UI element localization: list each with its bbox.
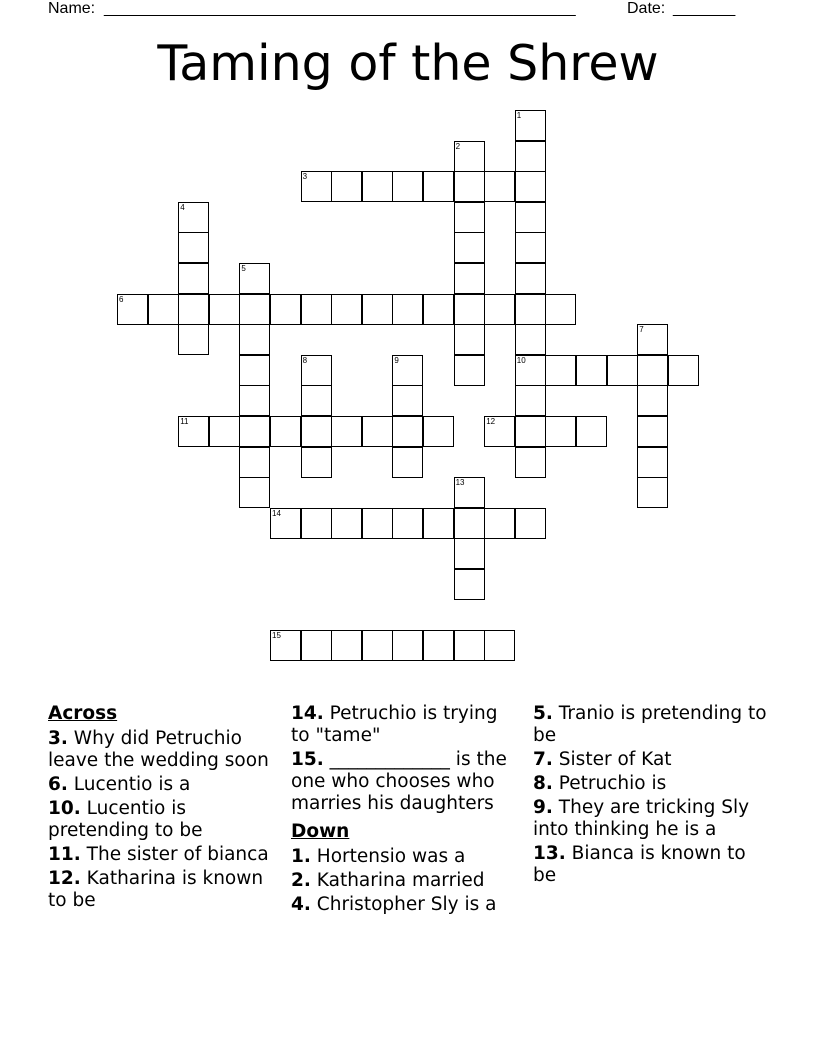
grid-cell[interactable]: [331, 508, 362, 539]
across-clue-11: [48, 844, 278, 866]
grid-cell[interactable]: [331, 416, 362, 447]
cell-number: 2: [455, 141, 461, 151]
grid-cell[interactable]: [239, 447, 270, 478]
clue-number: 9.: [533, 797, 553, 818]
grid-cell[interactable]: [362, 416, 393, 447]
grid-cell[interactable]: [301, 630, 332, 661]
clue-number: 6.: [48, 774, 68, 795]
grid-cell[interactable]: [239, 385, 270, 416]
down-clue-4: [291, 894, 521, 916]
grid-cell[interactable]: [515, 294, 546, 325]
down-clue-13: [533, 843, 773, 887]
grid-cell[interactable]: [668, 355, 699, 386]
down-clue-8: [533, 773, 773, 795]
clue-text: Why did Petruchio leave the wedding soon: [48, 728, 269, 771]
grid-cell[interactable]: [392, 294, 423, 325]
grid-cell[interactable]: [301, 171, 332, 202]
grid-cell[interactable]: [209, 294, 240, 325]
grid-cell[interactable]: [454, 538, 485, 569]
grid-cell[interactable]: [270, 416, 301, 447]
date-blank-line[interactable]: _______: [673, 0, 736, 17]
down-clue-2: [291, 870, 521, 892]
grid-cell[interactable]: [392, 447, 423, 478]
grid-cell[interactable]: [301, 508, 332, 539]
grid-cell[interactable]: [515, 110, 546, 141]
grid-cell[interactable]: [239, 324, 270, 355]
grid-cell[interactable]: [178, 416, 209, 447]
across-heading: Across: [48, 703, 118, 724]
cell-number: 15: [272, 631, 281, 641]
clue-text: They are tricking Sly into thinking he is a: [533, 797, 750, 840]
grid-cell[interactable]: [392, 355, 423, 386]
clue-number: 12.: [48, 868, 81, 889]
clue-text: Petruchio is trying to "tame": [291, 703, 498, 746]
clue-text: _____________ is the one who chooses who marries his daughters: [291, 749, 507, 814]
grid-cell[interactable]: [178, 324, 209, 355]
clue-number: 4.: [291, 894, 311, 915]
grid-cell[interactable]: [392, 171, 423, 202]
grid-cell[interactable]: [362, 630, 393, 661]
grid-cell[interactable]: [484, 171, 515, 202]
clue-number: 1.: [291, 846, 311, 867]
grid-cell[interactable]: [454, 141, 485, 172]
grid-cell[interactable]: [637, 447, 668, 478]
down-clue-5: [533, 703, 773, 747]
clue-column-1: [48, 700, 278, 914]
clue-number: 8.: [533, 773, 553, 794]
clue-text: The sister of bianca: [86, 844, 269, 865]
grid-cell[interactable]: [392, 416, 423, 447]
down-heading: Down: [291, 821, 350, 842]
down-clue-9: [533, 797, 773, 841]
cell-number: 13: [455, 478, 465, 488]
grid-cell[interactable]: [515, 263, 546, 294]
cell-number: 11: [180, 417, 189, 426]
grid-cell[interactable]: [209, 416, 240, 447]
clue-text: Petruchio is: [558, 773, 667, 794]
grid-cell[interactable]: [484, 294, 515, 325]
cell-number: 4: [180, 202, 185, 212]
grid-cell[interactable]: [239, 416, 270, 447]
grid-cell[interactable]: [178, 202, 209, 233]
clue-text: Hortensio was a: [316, 846, 466, 867]
grid-cell[interactable]: [270, 630, 301, 661]
clue-text: Tranio is pretending to be: [533, 703, 767, 746]
grid-cell[interactable]: [239, 477, 270, 508]
grid-cell[interactable]: [301, 294, 332, 325]
grid-cell[interactable]: [545, 294, 576, 325]
grid-cell[interactable]: [484, 416, 515, 447]
grid-cell[interactable]: [331, 171, 362, 202]
grid-cell[interactable]: [515, 385, 546, 416]
grid-cell[interactable]: [545, 416, 576, 447]
grid-cell[interactable]: [454, 202, 485, 233]
grid-cell[interactable]: [301, 416, 332, 447]
clue-text: Katharina is known to be: [48, 868, 264, 911]
grid-cell[interactable]: [484, 508, 515, 539]
grid-cell[interactable]: [454, 171, 485, 202]
grid-cell[interactable]: [637, 416, 668, 447]
cell-number: 7: [639, 325, 644, 335]
grid-cell[interactable]: [117, 294, 148, 325]
grid-cell[interactable]: [454, 232, 485, 263]
grid-cell[interactable]: [362, 508, 393, 539]
cell-number: 5: [241, 264, 246, 273]
grid-cell[interactable]: [515, 171, 546, 202]
grid-cell[interactable]: [515, 202, 546, 233]
clue-number: 10.: [48, 798, 81, 819]
clue-text: Sister of Kat: [558, 749, 672, 770]
grid-cell[interactable]: [301, 355, 332, 386]
clue-number: 2.: [291, 870, 311, 891]
grid-cell[interactable]: [362, 294, 393, 325]
grid-cell[interactable]: [331, 294, 362, 325]
grid-cell[interactable]: [423, 630, 454, 661]
grid-cell[interactable]: [239, 355, 270, 386]
clue-text: Christopher Sly is a: [316, 894, 497, 915]
cell-number: 12: [486, 417, 496, 426]
name-label: Name:: [48, 0, 96, 17]
clue-number: 14.: [291, 703, 324, 724]
grid-cell[interactable]: [515, 508, 546, 539]
name-blank-line[interactable]: _____________________________________________________: [104, 0, 576, 17]
grid-cell[interactable]: [423, 416, 454, 447]
clue-number: 3.: [48, 728, 68, 749]
grid-cell[interactable]: [515, 447, 546, 478]
clue-number: 5.: [533, 703, 553, 724]
grid-cell[interactable]: [239, 294, 270, 325]
grid-cell[interactable]: [454, 355, 485, 386]
grid-cell[interactable]: [331, 630, 362, 661]
grid-cell[interactable]: [454, 508, 485, 539]
grid-cell[interactable]: [576, 416, 607, 447]
grid-cell[interactable]: [301, 447, 332, 478]
across-clue-14: [291, 703, 521, 747]
grid-cell[interactable]: [454, 324, 485, 355]
grid-cell[interactable]: [392, 630, 423, 661]
cell-number: 6: [119, 294, 124, 304]
grid-cell[interactable]: [423, 294, 454, 325]
grid-cell[interactable]: [178, 232, 209, 263]
grid-cell[interactable]: [454, 569, 485, 600]
clue-number: 13.: [533, 843, 566, 864]
grid-cell[interactable]: [178, 294, 209, 325]
grid-cell[interactable]: [515, 324, 546, 355]
grid-cell[interactable]: [576, 355, 607, 386]
puzzle-title: Taming of the Shrew: [157, 35, 659, 92]
grid-cell[interactable]: [301, 385, 332, 416]
grid-cell[interactable]: [454, 263, 485, 294]
grid-cell[interactable]: [484, 630, 515, 661]
grid-cell[interactable]: [637, 324, 668, 355]
cell-number: 8: [302, 355, 308, 365]
clue-number: 7.: [533, 749, 553, 770]
cell-number: 10: [516, 355, 526, 365]
clue-column-3: [533, 700, 773, 889]
grid-cell[interactable]: [454, 294, 485, 325]
cell-number: 14: [272, 508, 281, 518]
grid-cell[interactable]: [392, 508, 423, 539]
across-clue-12: [48, 868, 278, 912]
grid-cell[interactable]: [148, 294, 179, 325]
grid-cell[interactable]: [423, 508, 454, 539]
clue-number: 11.: [48, 844, 81, 865]
grid-cell[interactable]: [515, 141, 546, 172]
grid-cell[interactable]: [270, 508, 301, 539]
grid-cell[interactable]: [454, 630, 485, 661]
grid-cell[interactable]: [637, 477, 668, 508]
grid-cell[interactable]: [515, 416, 546, 447]
grid-cell[interactable]: [515, 232, 546, 263]
grid-cell[interactable]: [607, 355, 638, 386]
down-clue-7: [533, 749, 773, 771]
across-clue-10: [48, 798, 278, 842]
grid-cell[interactable]: [423, 171, 454, 202]
clue-text: Katharina married: [316, 870, 485, 891]
clue-text: Lucentio is pretending to be: [48, 798, 203, 841]
clue-number: 15.: [291, 749, 324, 770]
grid-cell[interactable]: [637, 385, 668, 416]
grid-cell[interactable]: [637, 355, 668, 386]
grid-cell[interactable]: [362, 171, 393, 202]
date-label: Date:: [627, 0, 666, 17]
grid-cell[interactable]: [545, 355, 576, 386]
cell-number: 9: [394, 355, 399, 365]
grid-cell[interactable]: [515, 355, 546, 386]
down-clue-1: [291, 846, 521, 868]
cell-number: 3: [302, 172, 308, 182]
grid-cell[interactable]: [239, 263, 270, 294]
clue-text: Lucentio is a: [73, 774, 191, 795]
grid-cell[interactable]: [270, 294, 301, 325]
cell-number: 1: [516, 111, 522, 120]
across-clue-6: [48, 774, 278, 796]
grid-cell[interactable]: [178, 263, 209, 294]
grid-cell[interactable]: [454, 477, 485, 508]
clue-column-2: [291, 700, 521, 918]
grid-cell[interactable]: [392, 385, 423, 416]
clue-text: Bianca is known to be: [533, 843, 746, 886]
across-clue-15: [291, 749, 521, 815]
across-clue-3: [48, 728, 278, 772]
